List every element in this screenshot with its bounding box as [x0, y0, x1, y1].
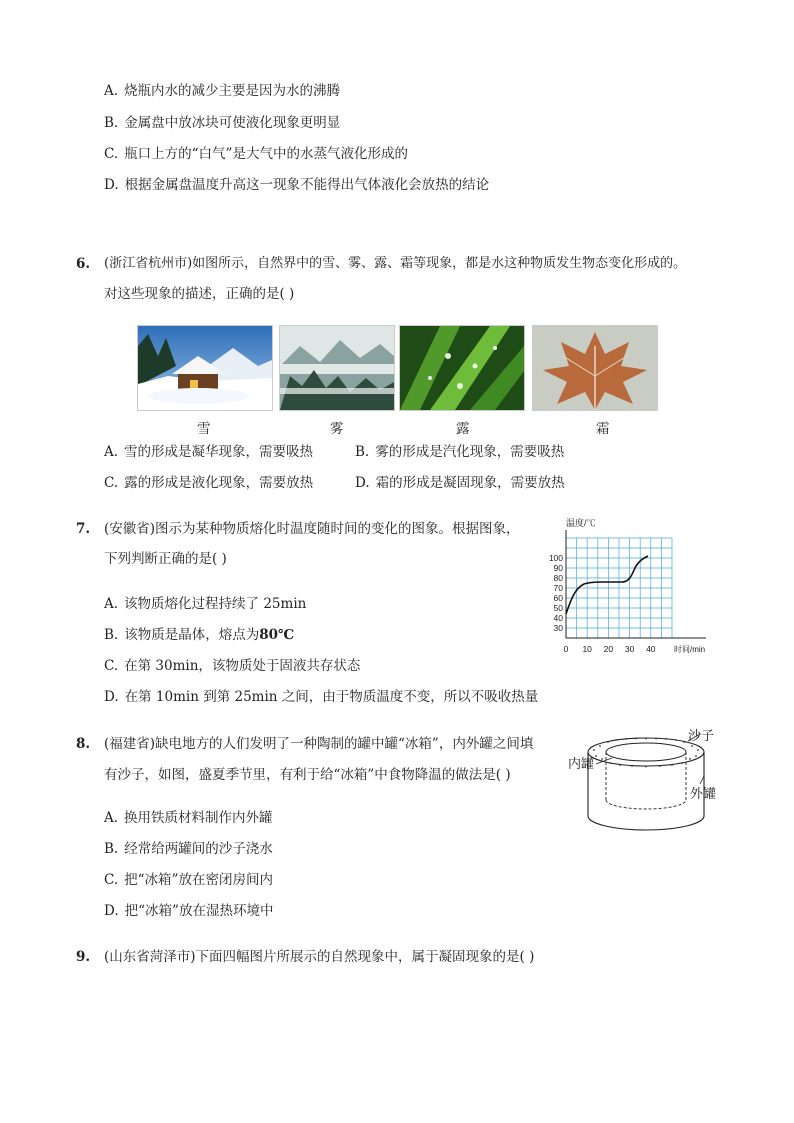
q8-option-b: B. 经常给两罐间的沙子浇水: [104, 841, 273, 857]
graph-ylabel: 温度/℃: [566, 518, 596, 528]
q6-option-c: C. 露的形成是液化现象，需要放热: [104, 475, 314, 491]
xtick-0: 0: [563, 644, 569, 654]
xtick-20: 20: [603, 644, 614, 654]
xtick-40: 40: [646, 644, 656, 654]
q7-option-a: A. 该物质熔化过程持续了 25min: [104, 596, 307, 612]
caption-snow: 雪: [197, 421, 211, 437]
q8-number: 8.: [76, 736, 91, 752]
caption-dew: 露: [456, 421, 470, 437]
q5-option-a: A. 烧瓶内水的减少主要是因为水的沸腾: [104, 83, 341, 99]
graph-xlabel: 时间/min: [674, 645, 706, 654]
caption-fog: 雾: [330, 421, 344, 437]
q6-option-d: D. 霜的形成是凝固现象，需要放热: [355, 475, 565, 491]
q6-number: 6.: [76, 256, 91, 272]
ytick-100: 100: [548, 553, 563, 563]
dew-photo: [399, 325, 525, 411]
q9-stem-line1: (山东省菏泽市)下面四幅图片所展示的自然现象中，属于凝固现象的是( ): [104, 949, 535, 965]
q6-stem-line2: 对这些现象的描述，正确的是( ): [104, 286, 295, 302]
frost-photo: [532, 325, 658, 411]
q9-number: 9.: [76, 949, 91, 965]
q7-option-b: B. 该物质是晶体，熔点为80℃: [104, 627, 295, 643]
ytick-60: 60: [553, 593, 563, 603]
melting-curve: [566, 556, 648, 614]
q7-stem-line1: (安徽省)图示为某种物质熔化时温度随时间的变化的图象。根据图象，: [104, 521, 520, 537]
snow-photo: [137, 325, 273, 411]
inner-jar-rim: [606, 743, 686, 761]
q6-option-a: A. 雪的形成是凝华现象，需要吸热: [104, 444, 314, 460]
label-sand: 沙子: [688, 728, 715, 743]
ytick-80: 80: [553, 573, 563, 583]
ytick-70: 70: [553, 583, 563, 593]
q6-option-b: B. 雾的形成是汽化现象，需要吸热: [355, 444, 565, 460]
q8-option-d: D. 把“冰箱”放在湿热环境中: [104, 903, 274, 919]
label-inner-jar: 内罐: [568, 756, 595, 771]
q7-option-d: D. 在第 10min 到第 25min 之间，由于物质温度不变，所以不吸收热量: [104, 689, 539, 705]
q7-stem-line2: 下列判断正确的是( ): [104, 551, 227, 567]
ytick-50: 50: [553, 603, 563, 613]
ytick-30: 30: [553, 623, 563, 633]
q6-stem-line1: (浙江省杭州市)如图所示，自然界中的雪、雾、露、霜等现象，都是水这种物质发生物态变化形成的。: [104, 256, 687, 271]
q5-option-d: D. 根据金属盘温度升高这一现象不能得出气体液化会放热的结论: [104, 177, 490, 193]
outer-jar-rim: [588, 738, 704, 766]
xtick-10: 10: [582, 644, 592, 654]
melting-graph: [540, 514, 720, 664]
graph-grid: [566, 538, 672, 638]
label-outer-jar: 外罐: [690, 786, 717, 801]
pot-in-pot-fridge-diagram: [560, 728, 730, 836]
q8-option-c: C. 把“冰箱”放在密闭房间内: [104, 872, 273, 888]
fog-photo: [279, 325, 395, 411]
q5-option-b: B. 金属盘中放冰块可使液化现象更明显: [104, 115, 341, 131]
q8-stem-line2: 有沙子，如图，盛夏季节里，有利于给“冰箱”中食物降温的做法是( ): [104, 767, 511, 783]
ytick-40: 40: [553, 613, 563, 623]
ytick-90: 90: [553, 563, 563, 573]
q8-option-a: A. 换用铁质材料制作内外罐: [104, 810, 273, 826]
caption-frost: 霜: [596, 421, 610, 437]
q7-option-c: C. 在第 30min，该物质处于固液共存状态: [104, 658, 361, 674]
q8-stem-line1: (福建省)缺电地方的人们发明了一种陶制的罐中罐“冰箱”，内外罐之间填: [104, 736, 534, 752]
q7-number: 7.: [76, 521, 91, 537]
q5-option-c: C. 瓶口上方的“白气”是大气中的水蒸气液化形成的: [104, 146, 408, 162]
xtick-30: 30: [624, 644, 635, 654]
